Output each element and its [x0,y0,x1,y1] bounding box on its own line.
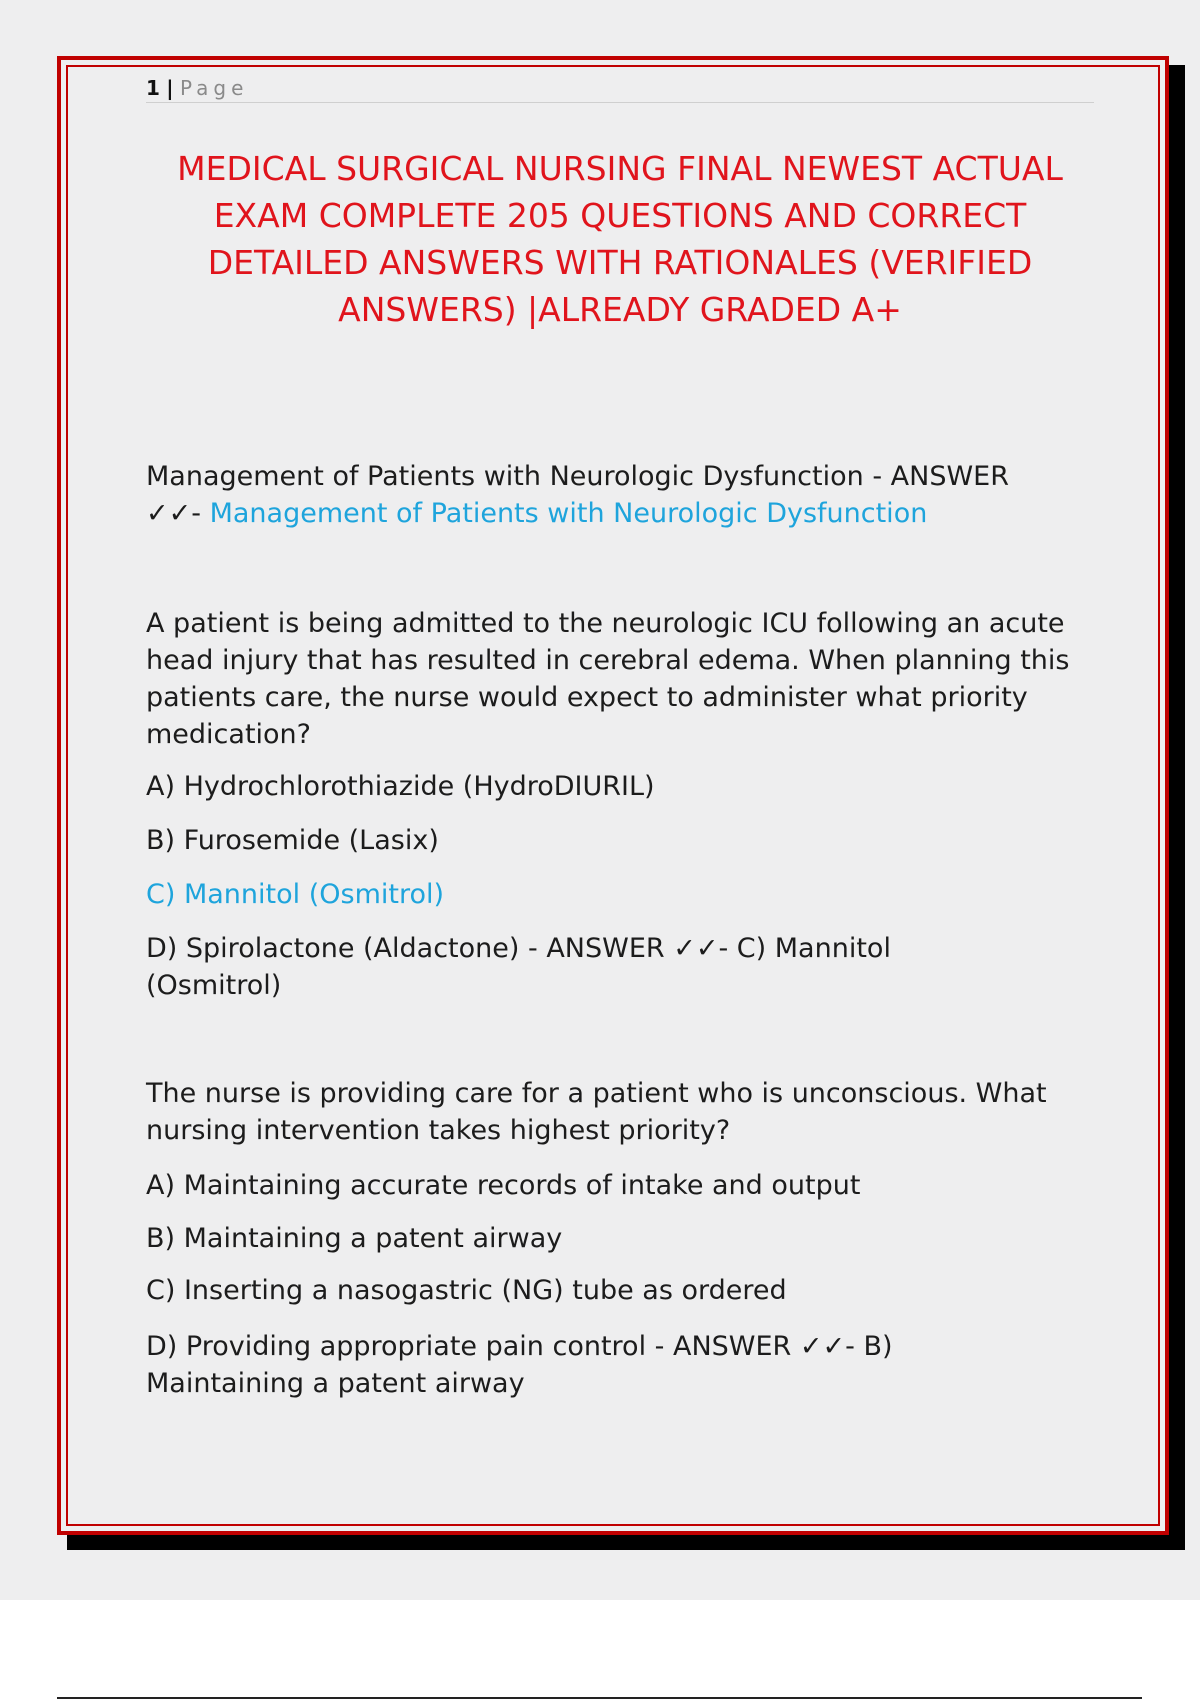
page-separator: | [166,76,174,100]
question-2-option-d: D) Providing appropriate pain control - ANSWER ✓✓- B) Maintaining a patent airway [146,1331,893,1399]
document-title: MEDICAL SURGICAL NURSING FINAL NEWEST ACTUAL EXAM COMPLETE 205 QUESTIONS AND CORRECT DETAILED ANSWERS WITH RATIONALES (VERIFIED ANSWERS) |ALREADY GRADED A+ [177,149,1063,329]
answer-marker: ✓✓- [146,498,210,529]
question-2-prompt: The nurse is providing care for a patient who is unconscious. What nursing intervention takes highest priority? [146,1078,1047,1146]
question-1-option-a: A) Hydrochlorothiazide (HydroDIURIL) [146,771,655,802]
section-heading-block [146,458,1086,532]
page-label: Page [179,76,249,100]
footer-divider [57,1697,1142,1699]
question-2-option-c: C) Inserting a nasogastric (NG) tube as ordered [146,1275,787,1306]
question-1-option-c: C) Mannitol (Osmitrol) [146,879,445,910]
question-1-prompt: A patient is being admitted to the neurologic ICU following an acute head injury that has resulted in cerebral edema. When planning this patients care, the nurse would expect to administer what priority medication? [146,608,1070,750]
section-heading: Management of Patients with Neurologic Dysfunction - ANSWER [146,461,1009,492]
page-header [146,74,1094,103]
page-number: 1 [146,76,160,100]
question-2-option-a: A) Maintaining accurate records of intake and output [146,1170,861,1201]
question-1-option-b: B) Furosemide (Lasix) [146,825,439,856]
section-answer: Management of Patients with Neurologic Dysfunction [209,498,928,529]
question-2-option-b: B) Maintaining a patent airway [146,1223,563,1254]
question-1-option-d: D) Spirolactone (Aldactone) - ANSWER ✓✓- C) Mannitol (Osmitrol) [146,933,891,1001]
